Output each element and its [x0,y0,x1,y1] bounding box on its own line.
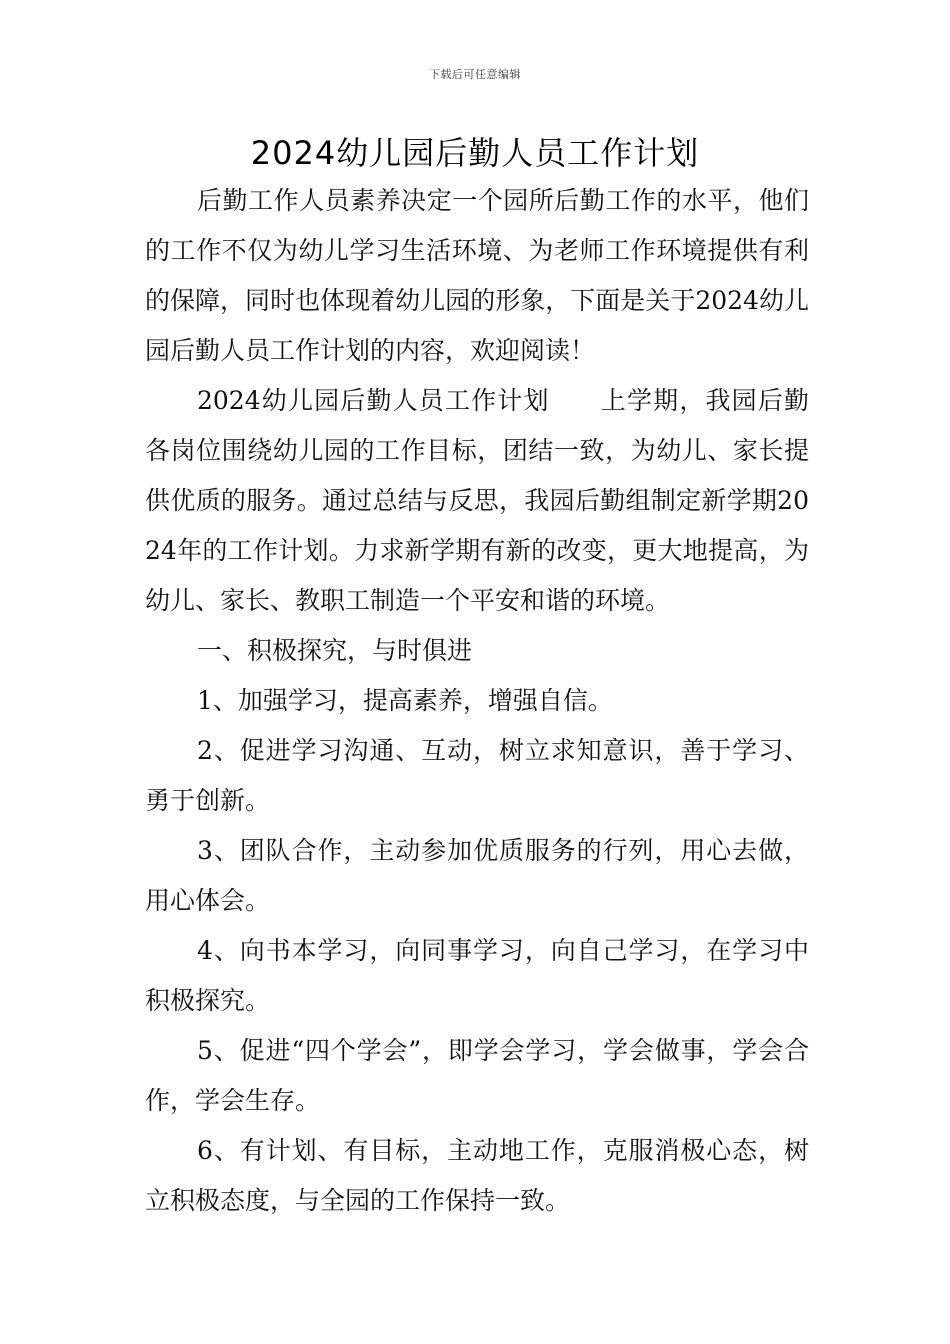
document-title: 2024幼儿园后勤人员工作计划 [250,134,700,172]
section-heading: 2024幼儿园后勤人员工作计划 [197,386,550,415]
section-body: 上学期，我园后勤各岗位围绕幼儿园的工作目标，团结一致，为幼儿、家长提供优质的服务。通过总结与反思，我园后勤组制定新学期2024年的工作计划。力求新学期有新的改变，更大地提高，为幼儿、家长、教职工制造一个平安和谐的环境。 [145,386,809,615]
document-body [145,176,809,1226]
part-one-heading: 一、积极探究，与时俱进 [197,636,473,665]
intro-paragraph: 后勤工作人员素养决定一个园所后勤工作的水平，他们的工作不仅为幼儿学习生活环境、为老师工作环境提供有利的保障，同时也体现着幼儿园的形象，下面是关于2024幼儿园后勤人员工作计划的内容，欢迎阅读！ [145,186,809,365]
list-item: 4、向书本学习，向同事学习，向自己学习，在学习中积极探究。 [145,936,809,1015]
list-item: 5、促进“四个学会”，即学会学习，学会做事，学会合作，学会生存。 [145,1036,809,1115]
section-paragraph [145,376,809,626]
header-note: 下载后可任意编辑 [429,68,521,81]
list-item: 3、团队合作，主动参加优质服务的行列，用心去做，用心体会。 [145,836,809,915]
list-item: 2、促进学习沟通、互动，树立求知意识，善于学习、勇于创新。 [145,736,809,815]
list-item: 1、加强学习，提高素养，增强自信。 [197,686,613,715]
list-item: 6、有计划、有目标，主动地工作，克服消极心态，树立积极态度，与全园的工作保持一致。 [145,1136,809,1215]
